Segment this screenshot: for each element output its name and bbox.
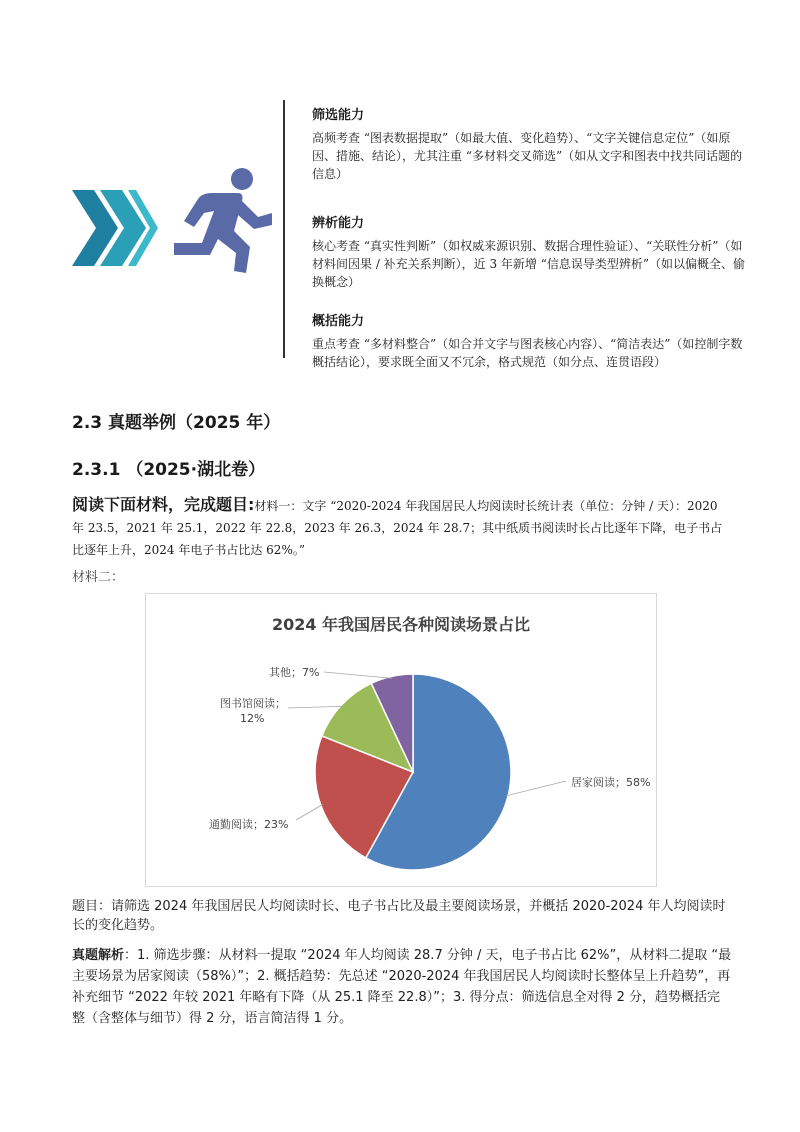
divider-line [283,100,285,358]
slice-label-library-pct: 12% [240,712,265,725]
running-person-icon [160,165,272,277]
ability-analysis [312,212,752,291]
ability-summarizing [312,310,752,371]
ability-title: 辨析能力 [312,216,365,231]
chart-title: 2024 年我国居民各种阅读场景占比 [271,615,531,634]
pie-chart [146,594,656,886]
leader-line [506,781,566,796]
reading-lead: 阅读下面材料，完成题目: [72,495,255,514]
ability-screening [312,104,752,183]
analysis-label: 真题解析 [72,948,125,963]
analysis-body: ：1. 筛选步骤：从材料一提取 “2024 年人均阅读 28.7 分钟 / 天，电子书占比 62%”，从材料二提取 “最主要场景为居家阅读（58%）”；2. 概括趋势：先总述 “2020-2024 年我国居民人均阅读时长整体呈上升趋势”，再补充细节 “2022 年较 2021 年略有下降（从 25.1 降至 22.8）”；3. 得分点：筛选信息全对得 2 分，趋势概括完整（含整体与细节）得 2 分，语言简洁得 1 分。 [72,948,732,1026]
analysis-text [72,945,732,1029]
section-heading: 2.3 真题举例（2025 年） [72,413,281,433]
subsection-heading: 2.3.1 （2025·湖北卷） [72,460,266,480]
pie-chart-frame [145,593,657,887]
question-text: 题目：请筛选 2024 年我国居民人均阅读时长、电子书占比及最主要阅读场景，并概括 2020-2024 年人均阅读时长的变化趋势。 [72,899,726,933]
ability-title: 筛选能力 [312,108,365,123]
material-one-text: 材料一：文字 “2020-2024 年我国居民人均阅读时长统计表（单位：分钟 / 天）：2020 年 23.5，2021 年 25.1，2022 年 22.8，2023 年 26.3，2024 年 28.7；其中纸质书阅读时长占比逐年下降，电子书占比逐年上升，2024 年电子书占比达 62%。” [72,499,723,557]
slice-label-other: 其他；7% [269,666,320,679]
slice-label-home: 居家阅读；58% [571,776,651,789]
ability-body: 核心考查 “真实性判断”（如权威来源识别、数据合理性验证）、“关联性分析”（如材料间因果 / 补充关系判断），近 3 年新增 “信息误导类型辨析”（如以偏概全、偷换概念） [312,239,746,289]
slice-label-library: 图书馆阅读； [220,697,286,710]
material-two-label: 材料二： [72,570,125,585]
ability-body: 重点考查 “多材料整合”（如合并文字与图表核心内容）、“简洁表达”（如控制字数概括结论），要求既全面又不冗余，格式规范（如分点、连贯语段） [312,337,743,369]
leader-line [288,706,343,708]
ability-body: 高频考查 “图表数据提取”（如最大值、变化趋势）、“文字关键信息定位”（如原因、措施、结论），尤其注重 “多材料交叉筛选”（如从文字和图表中找共同话题的信息） [312,131,743,181]
reading-intro [72,494,732,561]
leader-line [324,672,392,678]
slice-label-commute: 通勤阅读；23% [209,818,289,831]
ability-title: 概括能力 [312,314,365,329]
leader-line [296,805,323,820]
chevron-arrows-icon [72,190,158,266]
